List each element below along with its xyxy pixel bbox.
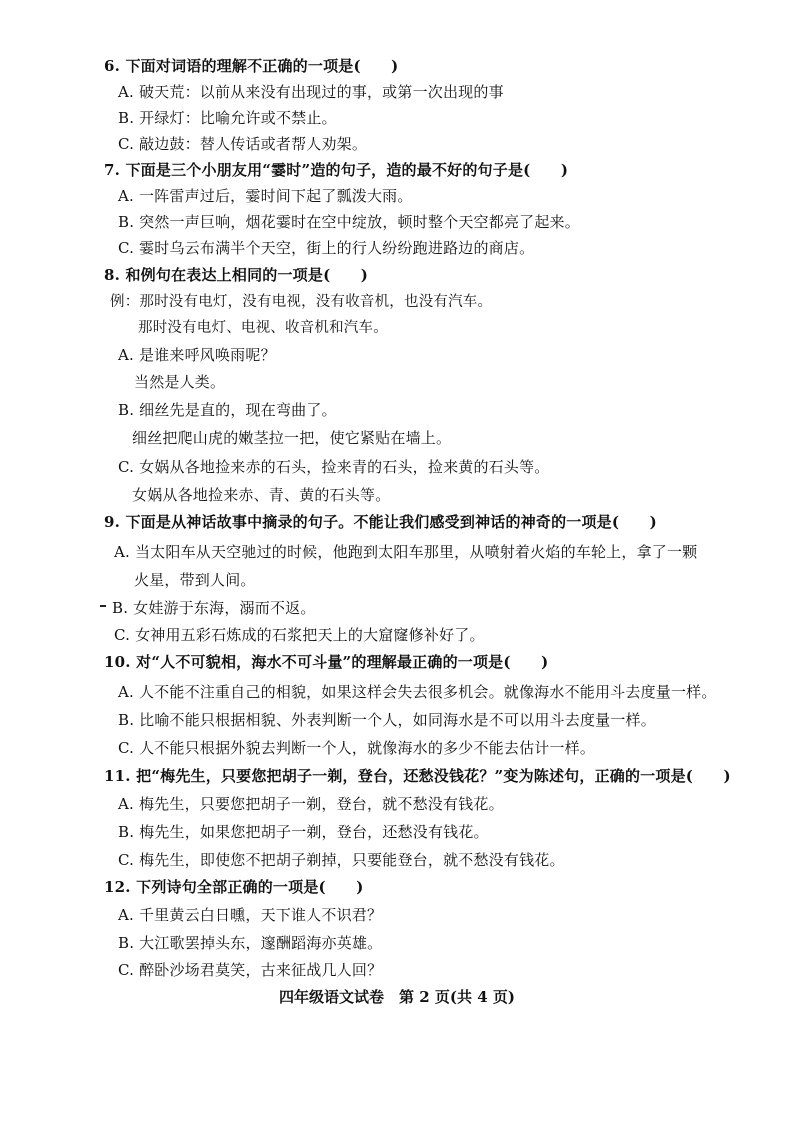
question-7-stem: 7. 下面是三个小朋友用“霎时”造的句子，造的最不好的句子是( ) xyxy=(104,161,569,179)
question-6-option-b: B. 开绿灯：比喻允许或不禁止。 xyxy=(118,109,337,127)
question-10-stem: 10. 对“人不可貌相，海水不可斗量”的理解最正确的一项是( ) xyxy=(104,653,549,671)
question-12-option-b: B. 大江歌罢掉头东，邃酬蹈海亦英雄。 xyxy=(118,934,383,952)
question-8-option-b-line-1: B. 细丝先是直的，现在弯曲了。 xyxy=(118,401,337,419)
question-10-option-c: C. 人不能只根据外貌去判断一个人，就像海水的多少不能去估计一样。 xyxy=(118,739,596,757)
pencil-mark xyxy=(100,605,106,607)
question-7-option-b: B. 突然一声巨响，烟花霎时在空中绽放，顿时整个天空都亮了起来。 xyxy=(118,213,580,231)
question-9-option-b: B. 女娃游于东海，溺而不返。 xyxy=(112,599,316,617)
question-7-option-a: A. 一阵雷声过后，霎时间下起了瓢泼大雨。 xyxy=(118,187,413,205)
question-8-option-c-line-2: 女娲从各地捡来赤、青、黄的石头等。 xyxy=(132,486,391,504)
question-11-option-b: B. 梅先生，如果您把胡子一剃，登台，还愁没有钱花。 xyxy=(118,823,489,841)
question-8-option-a-line-1: A. 是谁来呼风唤雨呢？ xyxy=(118,346,276,364)
question-11-option-a: A. 梅先生，只要您把胡子一剃，登台，就不愁没有钱花。 xyxy=(118,795,504,813)
page-footer: 四年级语文试卷 第 2 页(共 4 页) xyxy=(279,988,515,1006)
question-11-stem: 11. 把“梅先生，只要您把胡子一剃，登台，还愁没钱花？”变为陈述句，正确的一项是( ) xyxy=(104,767,731,785)
question-6-option-a: A. 破天荒：以前从来没有出现过的事，或第一次出现的事 xyxy=(118,83,504,101)
question-8-option-b-line-2: 细丝把爬山虎的嫩茎拉一把，使它紧贴在墙上。 xyxy=(132,429,452,447)
question-8-option-c-line-1: C. 女娲从各地捡来赤的石头，捡来青的石头，捡来黄的石头等。 xyxy=(118,458,550,476)
question-8-stem: 8. 和例句在表达上相同的一项是( ) xyxy=(104,266,369,284)
question-9-option-c: C. 女神用五彩石炼成的石浆把天上的大窟窿修补好了。 xyxy=(114,626,485,644)
question-6-stem: 6. 下面对词语的理解不正确的一项是( ) xyxy=(104,57,399,75)
question-6-option-c: C. 敲边鼓：替人传话或者帮人劝架。 xyxy=(118,135,368,153)
question-8-example-2: 那时没有电灯、电视、收音机和汽车。 xyxy=(138,320,388,336)
question-12-stem: 12. 下列诗句全部正确的一项是( ) xyxy=(104,878,364,896)
question-12-option-c: C. 醉卧沙场君莫笑，古来征战几人回？ xyxy=(118,961,383,979)
question-9-option-a-line-2: 火星，带到人间。 xyxy=(134,571,256,589)
question-9-stem: 9. 下面是从神话故事中摘录的句子。不能让我们感受到神话的神奇的一项是( ) xyxy=(104,513,657,531)
question-10-option-a: A. 人不能不注重自己的相貌，如果这样会失去很多机会。就像海水不能用斗去度量一样。 xyxy=(118,683,717,701)
question-8-example-1: 例：那时没有电灯，没有电视，没有收音机，也没有汽车。 xyxy=(110,294,493,310)
question-7-option-c: C. 霎时乌云布满半个天空，街上的行人纷纷跑进路边的商店。 xyxy=(118,239,535,257)
question-8-option-a-line-2: 当然是人类。 xyxy=(134,373,226,391)
question-12-option-a: A. 千里黄云白日曛，天下谁人不识君？ xyxy=(118,906,383,924)
question-10-option-b: B. 比喻不能只根据相貌、外表判断一个人，如同海水是不可以用斗去度量一样。 xyxy=(118,711,656,729)
question-9-option-a-line-1: A. 当太阳车从天空驰过的时候，他跑到太阳车那里，从喷射着火焰的车轮上，拿了一颗 xyxy=(114,543,698,561)
question-11-option-c: C. 梅先生，即使您不把胡子剃掉，只要能登台，就不愁没有钱花。 xyxy=(118,851,565,869)
